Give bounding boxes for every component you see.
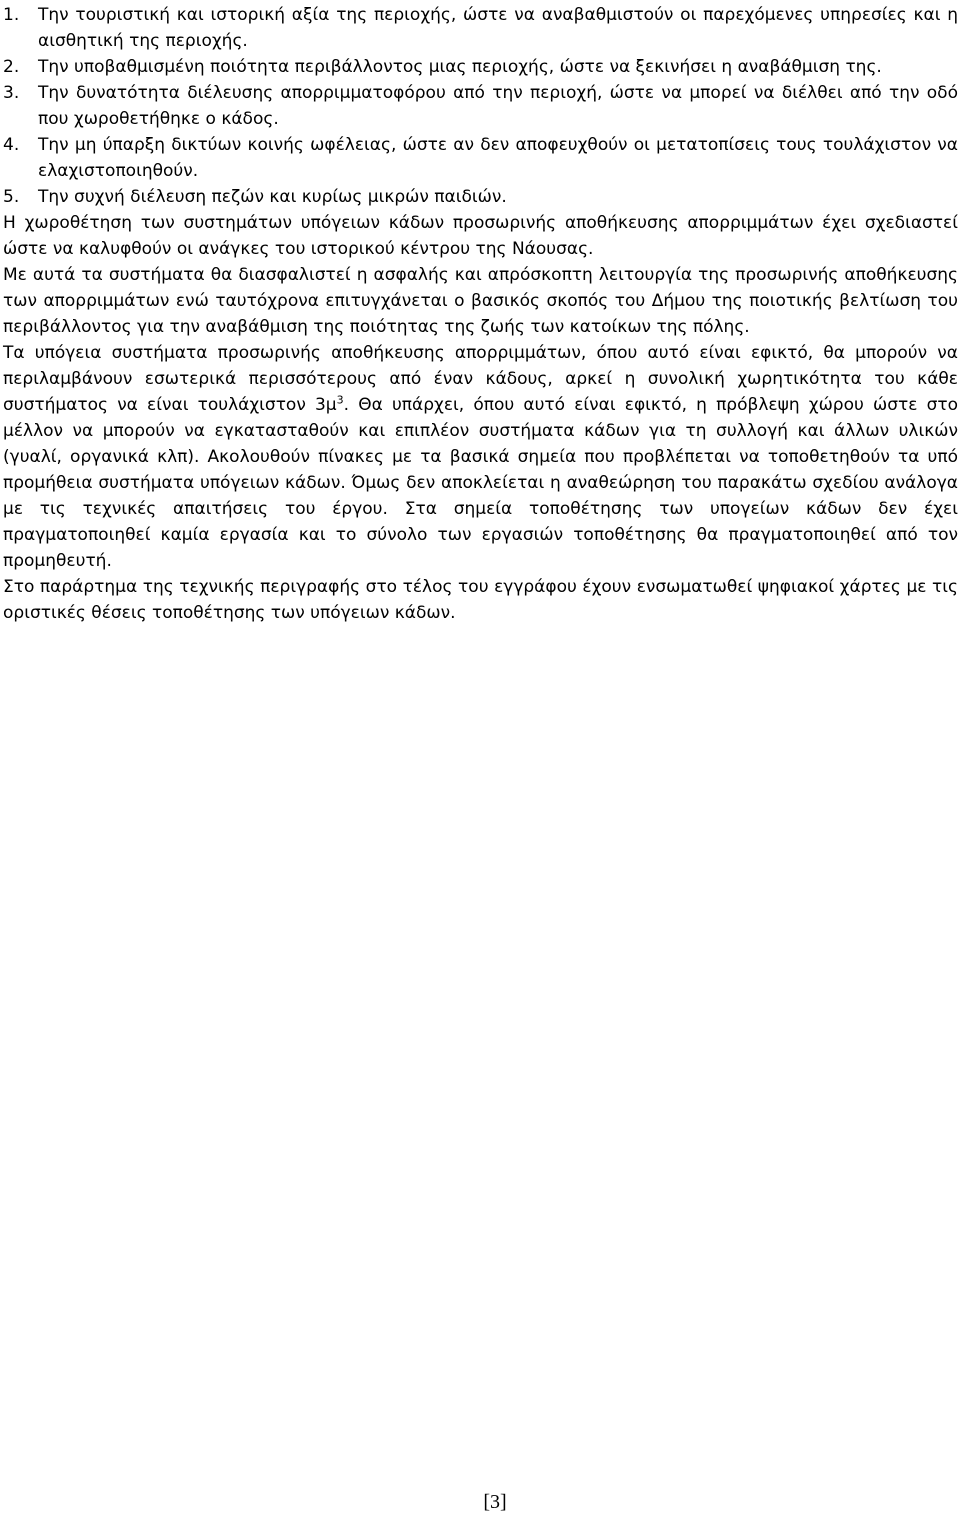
paragraph-systems-benefits: Με αυτά τα συστήματα θα διασφαλιστεί η ασφαλής και απρόσκοπτη λειτουργία της προσωρινής αποθήκευσης των απορριμμάτων ενώ ταυτόχρονα επιτυγχάνεται ο βασικός σκοπός του Δήμου της ποιοτικής βελτίωση του περιβάλλοντος για την αναβάθμιση της ποιότητας της ζωής των κατοίκων της πόλης. (3, 265, 958, 337)
list-item-number: 1. (3, 5, 20, 25)
list-item-text: Την συχνή διέλευση πεζών και κυρίως μικρών παιδιών. (38, 187, 507, 207)
list-item-text: Την τουριστική και ιστορική αξία της περιοχής, ώστε να αναβαθμιστούν οι παρεχόμενες υπηρεσίες και η αισθητική της περιοχής. (38, 5, 958, 51)
list-item (3, 54, 958, 80)
list-item-number: 2. (3, 57, 20, 77)
paragraph-text: Τα υπόγεια συστήματα προσωρινής αποθήκευσης απορριμμάτων, όπου αυτό είναι εφικτό, θα μπορούν να περιλαμβάνουν εσωτερικά περισσότερους από έναν κάδους, αρκεί η συνολική χωρητικότητα του κάθε συστήματος να είναι τουλάχιστον 3μ (3, 343, 958, 415)
list-item-text: Την δυνατότητα διέλευσης απορριμματοφόρου από την περιοχή, ώστε να μπορεί να διέλθει από την οδό που χωροθετήθηκε ο κάδος. (38, 83, 958, 129)
list-item-number: 3. (3, 83, 20, 103)
paragraph-text: . Θα υπάρχει, όπου αυτό είναι εφικτό, η πρόβλεψη χώρου ώστε στο μέλλον να μπορούν να εγκατασταθούν και επιπλέον συστήματα κάδων για τη συλλογή και άλλων υλικών (γυαλί, οργανικά κλπ). Ακολουθούν πίνακες με τα βασικά σημεία που προβλέπεται να τοποθετηθούν τα υπό προμήθεια συστήματα υπόγειων κάδων. Όμως δεν αποκλείεται η αναθεώρηση του παρακάτω σχεδίου ανάλογα με τις τεχνικές απαιτήσεις του έργου. Στα σημεία τοποθέτησης των υπογείων κάδων δεν έχει πραγματοποιηθεί καμία εργασία και το σύνολο των εργασιών τοποθέτησης θα πραγματοποιηθεί από τον προμηθευτή. (3, 395, 958, 571)
list-item-number: 4. (3, 135, 20, 155)
list-item (3, 184, 958, 210)
page-body (3, 2, 958, 626)
list-item (3, 132, 958, 184)
paragraph-underground-systems (3, 340, 958, 574)
superscript-exponent: 3 (336, 393, 344, 407)
list-item-text: Την μη ύπαρξη δικτύων κοινής ωφέλειας, ώστε αν δεν αποφευχθούν οι μετατοπίσεις τους τουλάχιστον να ελαχιστοποιηθούν. (38, 135, 958, 181)
list-item (3, 2, 958, 54)
paragraph-siting: Η χωροθέτηση των συστημάτων υπόγειων κάδων προσωρινής αποθήκευσης απορριμμάτων έχει σχεδιαστεί ώστε να καλυφθούν οι ανάγκες του ιστορικού κέντρου της Νάουσας. (3, 213, 958, 259)
criteria-list (3, 2, 958, 210)
list-item-text: Την υποβαθμισμένη ποιότητα περιβάλλοντος μιας περιοχής, ώστε να ξεκινήσει η αναβάθμιση της. (38, 57, 882, 77)
paragraph-appendix-maps: Στο παράρτημα της τεχνικής περιγραφής στο τέλος του εγγράφου έχουν ενσωματωθεί ψηφιακοί χάρτες με τις οριστικές θέσεις τοποθέτησης των υπόγειων κάδων. (3, 577, 958, 623)
list-item (3, 80, 958, 132)
list-item-number: 5. (3, 187, 20, 207)
page-number: [3] (483, 1491, 507, 1513)
